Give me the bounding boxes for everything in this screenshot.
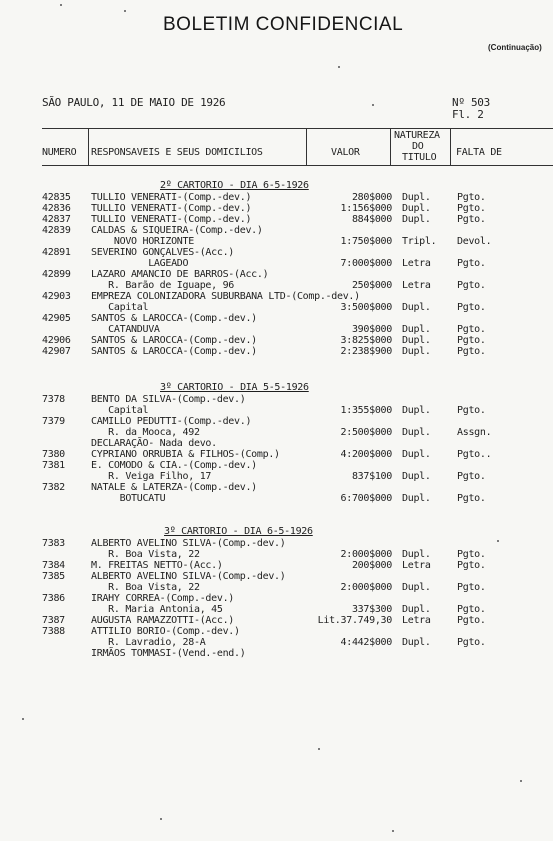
row-title-type: Dupl.: [402, 582, 431, 593]
row-responsible: LAZARO AMANCIO DE BARROS-(Acc.): [91, 269, 269, 280]
row-value: 280$000: [351, 192, 392, 203]
col-natureza-3: TITULO: [402, 152, 437, 163]
row-reason: Pgto.: [457, 560, 486, 571]
row-value: 3:825$000: [340, 335, 392, 346]
row-responsible: IRMÃOS TOMMASI-(Vend.-end.): [91, 648, 246, 659]
row-reason: Pgto.: [457, 192, 486, 203]
row-reason: Pgto.: [457, 549, 486, 560]
row-responsible: ALBERTO AVELINO SILVA-(Comp.-dev.): [91, 538, 286, 549]
row-responsible: CALDAS & SIQUEIRA-(Comp.-dev.): [91, 225, 263, 236]
section-heading: 3º CARTORIO - DIA 5-5-1926: [160, 382, 309, 393]
row-responsible: ATTILIO BORIO-(Comp.-dev.): [91, 626, 240, 637]
row-title-type: Dupl.: [402, 449, 431, 460]
row-value: 390$000: [351, 324, 392, 335]
row-responsible: TULLIO VENERATI-(Comp.-dev.): [91, 203, 252, 214]
row-value: 2:000$000: [340, 549, 392, 560]
row-title-type: Dupl.: [402, 493, 431, 504]
row-number: 42836: [42, 203, 71, 214]
row-responsible: ALBERTO AVELINO SILVA-(Comp.-dev.): [91, 571, 286, 582]
row-title-type: Dupl.: [402, 214, 431, 225]
speck: [520, 780, 522, 782]
row-value: 2:500$000: [340, 427, 392, 438]
speck: [124, 10, 126, 12]
row-value: 7:000$000: [340, 258, 392, 269]
row-reason: Assgn.: [457, 427, 492, 438]
row-number: 7379: [42, 416, 65, 427]
sheet-number: Fl. 2: [452, 108, 484, 121]
row-value: 4:200$000: [340, 449, 392, 460]
row-reason: Pgto.: [457, 324, 486, 335]
col-natureza-1: NATUREZA: [394, 130, 440, 141]
row-value: 2:000$000: [340, 582, 392, 593]
row-responsible: R. Veiga Filho, 17: [91, 471, 212, 482]
row-value: 337$300: [351, 604, 392, 615]
row-responsible: BOTUCATU: [91, 493, 166, 504]
row-reason: Pgto.: [457, 203, 486, 214]
row-reason: Pgto.: [457, 405, 486, 416]
row-responsible: R. Lavradio, 28-A: [91, 637, 206, 648]
row-value: 4:442$000: [340, 637, 392, 648]
row-reason: Pgto.: [457, 214, 486, 225]
row-title-type: Dupl.: [402, 192, 431, 203]
row-value: 250$000: [351, 280, 392, 291]
row-responsible: R. Boa Vista, 22: [91, 549, 200, 560]
row-title-type: Dupl.: [402, 324, 431, 335]
col-valor: VALOR: [331, 147, 360, 158]
row-responsible: IRAHY CORREA-(Comp.-dev.): [91, 593, 235, 604]
row-value: 3:500$000: [340, 302, 392, 313]
col-natureza-2: DO: [412, 141, 424, 152]
row-number: 42835: [42, 192, 71, 203]
col-numero: NUMERO: [42, 147, 77, 158]
row-value: 1:156$000: [340, 203, 392, 214]
row-value: 6:700$000: [340, 493, 392, 504]
row-responsible: LAGEADO: [91, 258, 189, 269]
row-title-type: Dupl.: [402, 346, 431, 357]
continuation-label: (Continuação): [488, 43, 542, 52]
row-responsible: CYPRIANO ORRUBIA & FILHOS-(Comp.): [91, 449, 280, 460]
row-responsible: SANTOS & LAROCCA-(Comp.-dev.): [91, 346, 257, 357]
speck: [22, 718, 24, 720]
row-reason: Pgto.: [457, 493, 486, 504]
row-number: 7387: [42, 615, 65, 626]
row-value: 884$000: [351, 214, 392, 225]
row-responsible: TULLIO VENERATI-(Comp.-dev.): [91, 192, 252, 203]
speck: [60, 4, 62, 6]
row-number: 7384: [42, 560, 65, 571]
row-responsible: NOVO HORIZONTE: [91, 236, 194, 247]
row-responsible: E. COMODO & CIA.-(Comp.-dev.): [91, 460, 257, 471]
row-responsible: CATANDUVA: [91, 324, 160, 335]
row-responsible: Capital: [91, 405, 149, 416]
row-reason: Pgto.: [457, 471, 486, 482]
row-number: 42907: [42, 346, 71, 357]
row-value: 1:750$000: [340, 236, 392, 247]
row-number: 7378: [42, 394, 65, 405]
row-title-type: Letra: [402, 258, 431, 269]
row-responsible: R. da Mooca, 492: [91, 427, 200, 438]
row-title-type: Dupl.: [402, 335, 431, 346]
row-responsible: R. Maria Antonia, 45: [91, 604, 223, 615]
row-title-type: Letra: [402, 560, 431, 571]
speck: [372, 104, 374, 106]
row-title-type: Dupl.: [402, 471, 431, 482]
row-responsible: NATALE & LATERZA-(Comp.-dev.): [91, 482, 257, 493]
row-value: 1:355$000: [340, 405, 392, 416]
row-title-type: Dupl.: [402, 405, 431, 416]
bulletin-number: Nº 503: [452, 96, 490, 109]
row-responsible: R. Boa Vista, 22: [91, 582, 200, 593]
speck: [318, 748, 320, 750]
row-responsible: CAMILLO PEDUTTI-(Comp.-dev.): [91, 416, 252, 427]
row-number: 7382: [42, 482, 65, 493]
row-number: 7388: [42, 626, 65, 637]
row-number: 42905: [42, 313, 71, 324]
col-responsaveis: RESPONSAVEIS E SEUS DOMICILIOS: [91, 147, 263, 158]
row-title-type: Dupl.: [402, 203, 431, 214]
document-title: BOLETIM CONFIDENCIAL: [163, 14, 404, 35]
row-number: 7386: [42, 593, 65, 604]
row-value: 837$100: [351, 471, 392, 482]
row-reason: Pgto.: [457, 258, 486, 269]
row-number: 42903: [42, 291, 71, 302]
row-reason: Pgto.: [457, 302, 486, 313]
row-reason: Pgto.: [457, 582, 486, 593]
row-reason: Pgto.: [457, 280, 486, 291]
row-title-type: Dupl.: [402, 302, 431, 313]
row-responsible: EMPREZA COLONIZADORA SUBURBANA LTD-(Comp.-dev.): [91, 291, 360, 302]
row-title-type: Dupl.: [402, 427, 431, 438]
speck: [338, 66, 340, 68]
row-title-type: Letra: [402, 280, 431, 291]
row-number: 42906: [42, 335, 71, 346]
row-responsible: SANTOS & LAROCCA-(Comp.-dev.): [91, 313, 257, 324]
row-responsible: Capital: [91, 302, 149, 313]
row-value: 200$000: [351, 560, 392, 571]
row-reason: Pgto.: [457, 335, 486, 346]
col-falta: FALTA DE: [456, 147, 502, 158]
row-responsible: DECLARAÇÃO- Nada devo.: [91, 438, 217, 449]
row-reason: Pgto..: [457, 449, 492, 460]
row-responsible: BENTO DA SILVA-(Comp.-dev.): [91, 394, 246, 405]
speck: [392, 830, 394, 832]
row-responsible: AUGUSTA RAMAZZOTTI-(Acc.): [91, 615, 235, 626]
place-date: SÃO PAULO, 11 DE MAIO DE 1926: [42, 96, 226, 109]
row-number: 42837: [42, 214, 71, 225]
speck: [160, 818, 162, 820]
row-responsible: SANTOS & LAROCCA-(Comp.-dev.): [91, 335, 257, 346]
row-title-type: Tripl.: [402, 236, 437, 247]
row-number: 7383: [42, 538, 65, 549]
row-value: Lit.37.749,30: [317, 615, 392, 626]
row-reason: Pgto.: [457, 604, 486, 615]
row-responsible: TULLIO VENERATI-(Comp.-dev.): [91, 214, 252, 225]
row-number: 7380: [42, 449, 65, 460]
row-title-type: Dupl.: [402, 549, 431, 560]
speck: [497, 540, 499, 542]
row-value: 2:238$900: [340, 346, 392, 357]
row-number: 7381: [42, 460, 65, 471]
section-heading: 2º CARTORIO - DIA 6-5-1926: [160, 180, 309, 191]
row-reason: Pgto.: [457, 637, 486, 648]
row-title-type: Letra: [402, 615, 431, 626]
row-title-type: Dupl.: [402, 604, 431, 615]
row-responsible: M. FREITAS NETTO-(Acc.): [91, 560, 223, 571]
row-reason: Pgto.: [457, 346, 486, 357]
row-reason: Pgto.: [457, 615, 486, 626]
row-number: 42899: [42, 269, 71, 280]
row-responsible: SEVERINO GONÇALVES-(Acc.): [91, 247, 235, 258]
row-responsible: R. Barão de Iguape, 96: [91, 280, 235, 291]
row-title-type: Dupl.: [402, 637, 431, 648]
row-number: 7385: [42, 571, 65, 582]
section-heading: 3º CARTORIO - DIA 6-5-1926: [164, 526, 313, 537]
row-number: 42839: [42, 225, 71, 236]
row-number: 42891: [42, 247, 71, 258]
row-reason: Devol.: [457, 236, 492, 247]
